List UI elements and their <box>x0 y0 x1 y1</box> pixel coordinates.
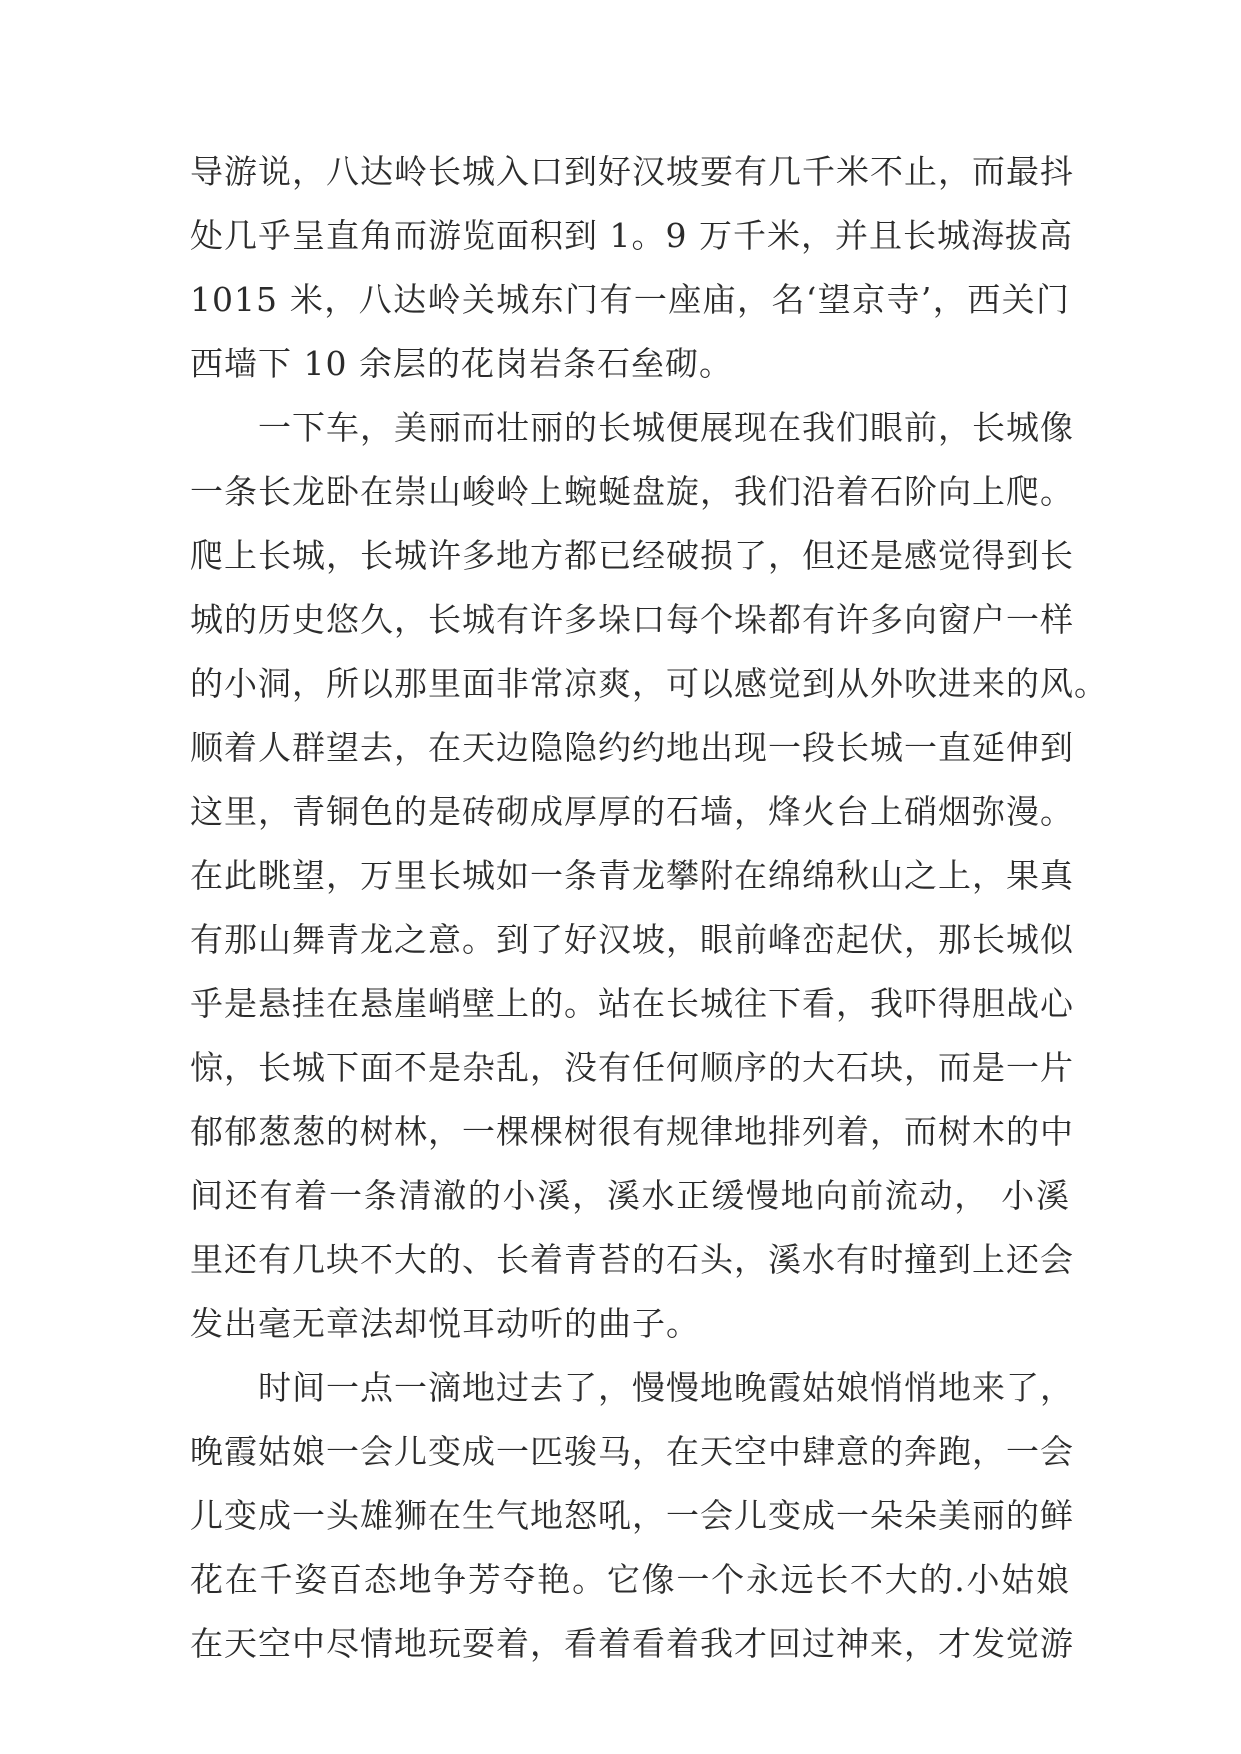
text-line: 爬上长城，长城许多地方都已经破损了，但还是感觉得到长 <box>190 536 1074 575</box>
text-line: 里还有几块不大的、长着青苔的石头，溪水有时撞到上还会 <box>190 1240 1074 1279</box>
text-line: 郁郁葱葱的树林，一棵棵树很有规律地排列着，而树木的中 <box>190 1112 1074 1151</box>
paragraph <box>190 140 1074 396</box>
text-line: 一条长龙卧在崇山峻岭上蜿蜒盘旋，我们沿着石阶向上爬。 <box>190 472 1074 511</box>
text-line: 导游说，八达岭长城入口到好汉坡要有几千米不止，而最抖 <box>190 152 1074 191</box>
text-line: 在此眺望，万里长城如一条青龙攀附在绵绵秋山之上，果真 <box>190 856 1074 895</box>
text-line: 城的历史悠久，长城有许多垛口每个垛都有许多向窗户一样 <box>190 600 1074 639</box>
text-line: 花在千姿百态地争芳夺艳。它像一个永远长不大的.小姑娘 <box>190 1560 1070 1599</box>
text-line: 有那山舞青龙之意。到了好汉坡，眼前峰峦起伏，那长城似 <box>190 920 1074 959</box>
text-line: 在天空中尽情地玩耍着，看着看着我才回过神来，才发觉游 <box>190 1624 1074 1663</box>
body-text <box>190 140 1108 1676</box>
text-line: 顺着人群望去，在天边隐隐约约地出现一段长城一直延伸到 <box>190 728 1074 767</box>
text-line: 1015 米，八达岭关城东门有一座庙，名‘望京寺’，西关门 <box>190 280 1070 319</box>
text-line: 西墙下 10 余层的花岗岩条石垒砌。 <box>190 344 733 383</box>
text-line: 晚霞姑娘一会儿变成一匹骏马，在天空中肆意的奔跑，一会 <box>190 1432 1074 1471</box>
text-line: 乎是悬挂在悬崖峭壁上的。站在长城往下看，我吓得胆战心 <box>190 984 1074 1023</box>
text-line: 儿变成一头雄狮在生气地怒吼，一会儿变成一朵朵美丽的鲜 <box>190 1496 1074 1535</box>
text-line: 间还有着一条清澈的小溪，溪水正缓慢地向前流动， 小溪 <box>190 1176 1070 1215</box>
text-line: 的小洞，所以那里面非常凉爽，可以感觉到从外吹进来的风。 <box>190 664 1108 703</box>
paragraph <box>190 396 1108 1356</box>
paragraph <box>190 1356 1074 1676</box>
text-line: 发出毫无章法却悦耳动听的曲子。 <box>190 1304 700 1343</box>
text-line: 一下车，美丽而壮丽的长城便展现在我们眼前，长城像 <box>258 408 1074 447</box>
text-line: 惊，长城下面不是杂乱，没有任何顺序的大石块，而是一片 <box>190 1048 1074 1087</box>
text-line: 这里，青铜色的是砖砌成厚厚的石墙，烽火台上硝烟弥漫。 <box>190 792 1074 831</box>
text-line: 时间一点一滴地过去了，慢慢地晚霞姑娘悄悄地来了， <box>258 1368 1074 1407</box>
text-line: 处几乎呈直角而游览面积到 1。9 万千米，并且长城海拔高 <box>190 216 1073 255</box>
